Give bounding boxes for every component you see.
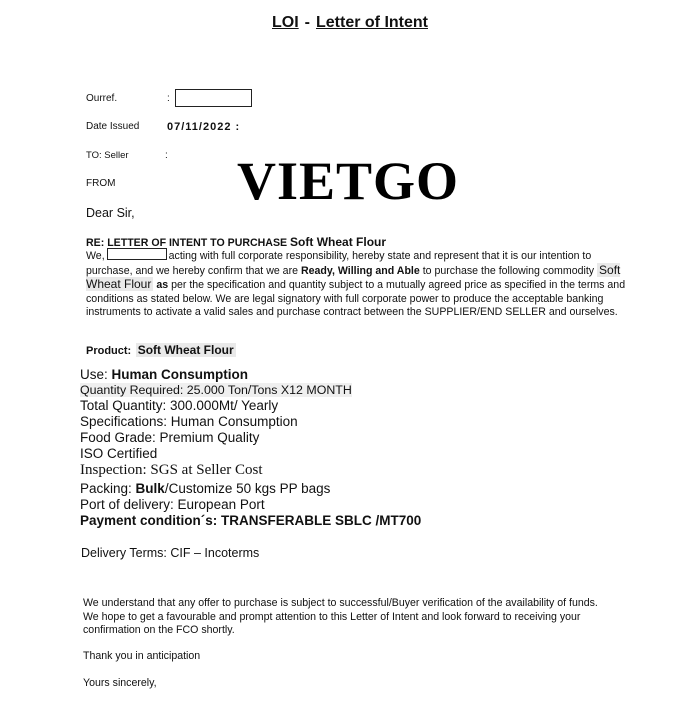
body-as: as: [156, 279, 169, 291]
product-label: Product:: [86, 345, 132, 357]
use-line: [80, 367, 248, 382]
our-ref-redacted-field: [175, 89, 252, 107]
iso-certified: ISO Certified: [80, 446, 158, 461]
vietgo-watermark: VIETGO: [237, 151, 460, 211]
our-ref-label: Ourref.: [86, 93, 118, 104]
date-issued-label: Date Issued: [86, 121, 140, 132]
packing-rest: /Customize 50 kgs PP bags: [164, 481, 331, 496]
product-value: Soft Wheat Flour: [137, 343, 234, 357]
re-line-product: Soft Wheat Flour: [290, 235, 387, 249]
body-commodity: Soft Wheat Flour: [86, 262, 621, 291]
specifications: Specifications: Human Consumption: [80, 414, 298, 429]
re-line: [86, 235, 386, 249]
body-we: We,: [86, 250, 105, 262]
document-title: [0, 14, 700, 32]
title-separator: -: [304, 14, 310, 31]
title-abbreviation: LOI: [272, 14, 299, 31]
body-part-2: to purchase the following commodity: [422, 264, 595, 277]
signoff-line: Yours sincerely,: [83, 677, 157, 689]
thanks-line: Thank you in anticipation: [83, 650, 201, 662]
date-issued-value: 07/11/2022 :: [167, 121, 241, 133]
closing-paragraph: We understand that any offer to purchase is subject to successful/Buyer verification of the availability of funds. We hope to get a favourable and prompt attention to this Letter of Intent and look forward to receiving your confirmation on the FCO shortly.: [83, 597, 598, 636]
port-of-delivery: Port of delivery: European Port: [80, 497, 265, 512]
body-redacted-name: [107, 248, 167, 260]
intent-paragraph: [86, 248, 626, 320]
our-ref-colon: :: [167, 93, 170, 104]
packing-label: Packing:: [80, 481, 132, 496]
payment-condition: Payment condition´s: TRANSFERABLE SBLC /MT700: [80, 513, 422, 528]
product-line: [86, 341, 236, 359]
delivery-terms: Delivery Terms: CIF – Incoterms: [81, 546, 260, 560]
food-grade: Food Grade: Premium Quality: [80, 430, 260, 445]
quantity-required: Quantity Required: 25.000 Ton/Tons X12 MONTH: [80, 383, 352, 397]
re-line-prefix: RE: LETTER OF INTENT TO PURCHASE: [86, 237, 288, 249]
title-full: Letter of Intent: [316, 14, 428, 31]
use-value: Human Consumption: [111, 367, 249, 382]
body-part-1: acting with full corporate responsibility, hereby state and represent that it is our intention to purchase, and we hereby confirm that we are: [86, 250, 592, 277]
greeting: Dear Sir,: [86, 206, 135, 220]
to-seller-label: TO: Seller: [86, 150, 129, 161]
packing-line: [80, 481, 330, 496]
use-label: Use:: [80, 367, 108, 382]
to-seller-colon: :: [165, 150, 168, 161]
from-label: FROM: [86, 178, 116, 189]
inspection: Inspection: SGS at Seller Cost: [80, 462, 263, 478]
total-quantity: Total Quantity: 300.000Mt/ Yearly: [80, 398, 279, 413]
body-ready-willing-able: Ready, Willing and Able: [300, 264, 420, 277]
body-part-3: per the specification and quantity subject to a mutually agreed price as specified in the terms and conditions as stated below. We are legal signatory with full corporate power to produce the acceptable banking instruments to activate a valid sales and purchase contract between the SUPPLIER/END SELLER and ourselves.: [86, 279, 626, 318]
packing-bulk: Bulk: [135, 481, 165, 496]
